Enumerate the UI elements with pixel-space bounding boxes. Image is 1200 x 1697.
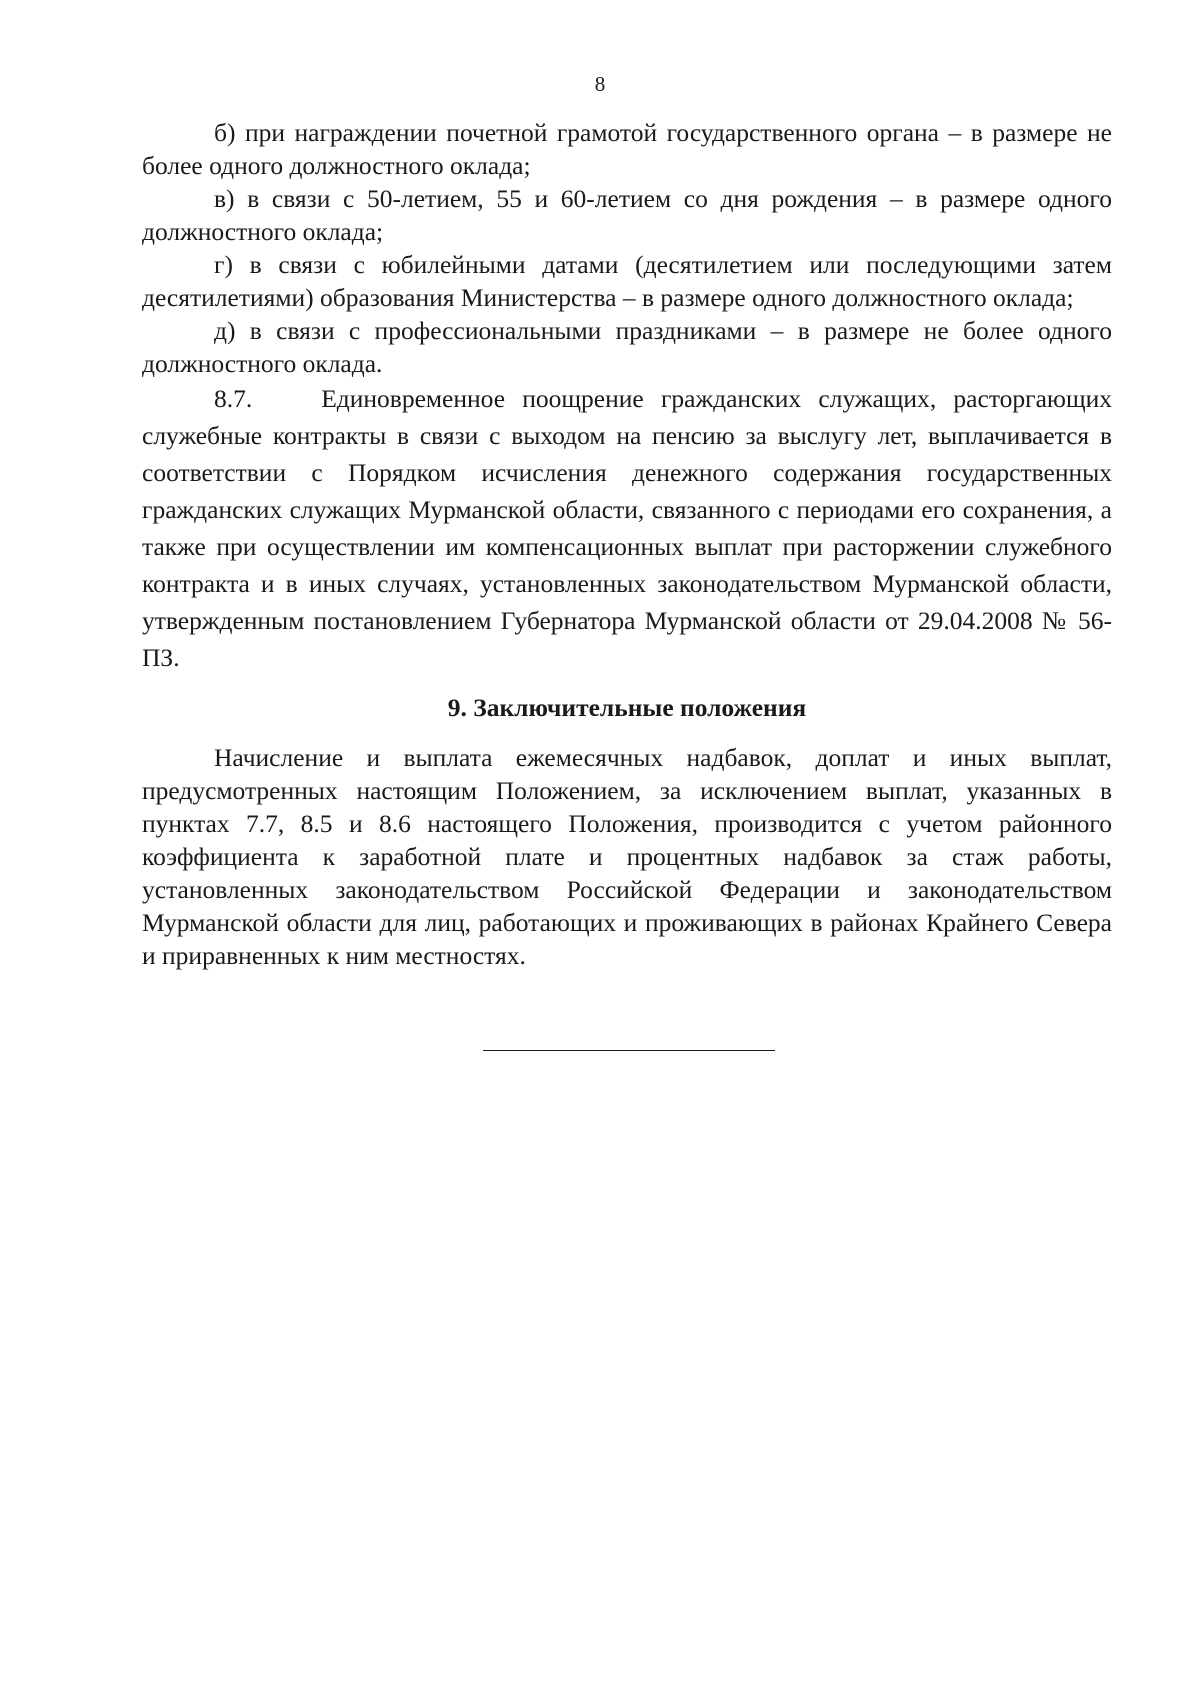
- paragraph-g: г) в связи с юбилейными датами (десятилетием или последующими затем десятилетиями) образования Министерства – в размере одного должностного оклада;: [142, 250, 1112, 312]
- paragraph-v: в) в связи с 50-летием, 55 и 60-летием со дня рождения – в размере одного должностного оклада;: [142, 184, 1112, 246]
- paragraph-8-7: 8.7. Единовременное поощрение гражданских служащих, расторгающих служебные контракты в связи с выходом на пенсию за выслугу лет, выплачивается в соответствии с Порядком исчисления денежного содержания государственных гражданских служащих Мурманской области, связанного с периодами его сохранения, а также при осуществлении им компенсационных выплат при расторжении служебного контракта и в иных случаях, установленных законодательством Мурманской области, утвержденным постановлением Губернатора Мурманской области от 29.04.2008 № 56-ПЗ.: [142, 384, 1119, 672]
- end-divider: [483, 1050, 775, 1051]
- final-paragraph: Начисление и выплата ежемесячных надбавок, доплат и иных выплат, предусмотренных настоящим Положением, за исключением выплат, указанных в пунктах 7.7, 8.5 и 8.6 настоящего Положения, производится с учетом районного коэффициента к заработной плате и процентных надбавок за стаж работы, установленных законодательством Российской Федерации и законодательством Мурманской области для лиц, работающих и проживающих в районах Крайнего Севера и приравненных к ним местностях.: [142, 743, 1112, 970]
- paragraph-b: б) при награждении почетной грамотой государственного органа – в размере не более одного должностного оклада;: [142, 118, 1112, 180]
- section-heading: 9. Заключительные положения: [447, 693, 807, 722]
- document-body: [142, 116, 1119, 972]
- paragraph-d: д) в связи с профессиональными праздниками – в размере не более одного должностного оклада.: [142, 316, 1112, 378]
- page-number: 8: [594, 72, 606, 96]
